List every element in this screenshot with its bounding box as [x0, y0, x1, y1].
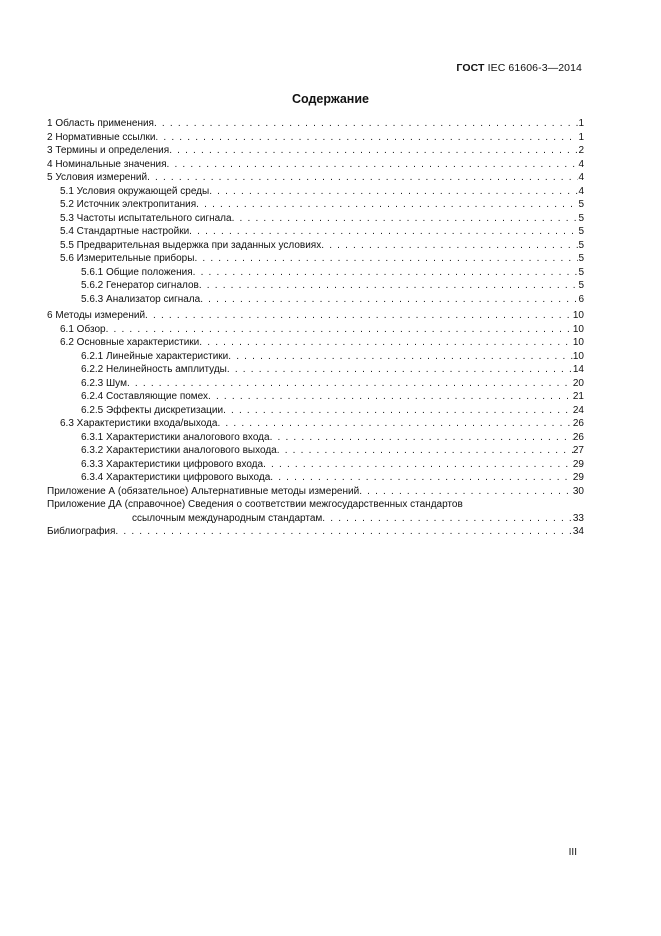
toc-entry[interactable] [47, 212, 584, 226]
dot-leader [200, 293, 578, 307]
toc-entry-title: Библиография [47, 526, 116, 537]
dot-leader [167, 158, 579, 172]
toc-entry-page: 5 [578, 266, 584, 278]
toc-entry-page: 4 [578, 158, 584, 170]
dot-leader [155, 131, 578, 145]
toc-entry[interactable] [47, 431, 584, 445]
toc-entry-title: Приложение А (обязательное) Альтернативные методы измерений [47, 485, 360, 497]
toc-entry-page: 1 [578, 131, 584, 143]
toc-entry-page: 5 [578, 212, 584, 224]
toc-entry[interactable] [47, 525, 584, 539]
toc-entry[interactable] [47, 485, 584, 499]
toc-entry-title: 6.2.2 Нелинейность амплитуды [81, 364, 227, 375]
toc-entry-title: 6.2.5 Эффекты дискретизации [81, 404, 224, 416]
dot-leader [277, 444, 573, 458]
toc-entry[interactable] [47, 444, 584, 458]
toc-entry-appendix-da-line1[interactable]: Приложение ДА (справочное) Сведения о соответствии межгосударственных стандартов [47, 499, 463, 510]
dot-leader [199, 279, 579, 293]
toc-entry-page: 26 [572, 418, 584, 429]
toc-entry-title: 5.1 Условия окружающей среды [60, 185, 210, 197]
toc-entry-title: 6.2.1 Линейные характеристики [81, 350, 229, 362]
toc-entry-page: 34 [572, 526, 584, 537]
toc-entry-title: 6.2 Основные характеристики [60, 337, 200, 348]
toc-entry-title: 5.3 Частоты испытательного сигнала [60, 212, 232, 224]
toc-entry-page: 2 [578, 145, 584, 156]
toc-entry-title: 1 Область применения [47, 118, 154, 129]
dot-leader [115, 525, 572, 539]
toc-entry[interactable] [47, 198, 584, 212]
toc-entry[interactable] [47, 377, 584, 391]
dot-leader [196, 198, 578, 212]
toc-entry-title: 5 Условия измерений [47, 172, 148, 183]
toc-entry-title: 6.3.2 Характеристики аналогового выхода [81, 445, 277, 456]
toc-entry[interactable] [47, 171, 584, 185]
toc-entry[interactable] [47, 158, 584, 172]
dot-leader [227, 363, 573, 377]
toc-entry[interactable] [47, 350, 584, 364]
toc-entry[interactable] [47, 144, 584, 158]
dot-leader [263, 458, 573, 472]
toc-entry[interactable] [47, 252, 584, 266]
toc-entry-title: 6.1 Обзор [60, 323, 106, 335]
page-number: III [568, 847, 577, 858]
toc-entry-page: 26 [572, 431, 584, 443]
page-title: Содержание [291, 92, 369, 106]
toc-entry-page: 5 [578, 226, 584, 237]
toc-entry-page: 4 [578, 185, 584, 197]
document-header [456, 62, 582, 74]
toc-entry-page: 6 [578, 293, 584, 305]
toc-entry-page: 4 [578, 172, 584, 183]
toc-entry-page: 10 [572, 337, 584, 348]
dot-leader [322, 512, 573, 526]
dot-leader [270, 471, 573, 485]
toc-entry-title: 5.6 Измерительные приборы [60, 253, 195, 264]
toc-entry-title: 5.6.2 Генератор сигналов [81, 280, 199, 291]
dot-leader [217, 417, 572, 431]
toc-entry[interactable] [47, 309, 584, 323]
toc-entry-title: 5.4 Стандартные настройки [60, 226, 190, 237]
toc-entry-title: 3 Термины и определения [47, 145, 170, 156]
toc-entry[interactable] [47, 336, 584, 350]
dot-leader [270, 431, 573, 445]
dot-leader [359, 485, 573, 499]
dot-leader [145, 309, 573, 323]
toc-entry[interactable] [47, 417, 584, 431]
toc-entry-page: 10 [572, 350, 584, 362]
toc-entry-page: 10 [572, 310, 584, 321]
toc-entry[interactable] [47, 225, 584, 239]
toc-entry-page: 30 [572, 485, 584, 497]
dot-leader [228, 350, 573, 364]
toc-entry[interactable] [47, 239, 584, 253]
toc-entry-page: 29 [572, 472, 584, 483]
toc-entry-title: 5.5 Предварительная выдержка при заданных условиях [60, 239, 322, 251]
dot-leader [223, 404, 573, 418]
toc-entry[interactable] [47, 131, 584, 145]
dot-leader [232, 212, 579, 226]
toc-entry-title: 6.2.3 Шум [81, 377, 127, 389]
toc-entry-title: 6.2.4 Составляющие помех [81, 391, 209, 402]
toc-entry-page: 5 [578, 280, 584, 291]
toc-entry-page: 27 [572, 445, 584, 456]
toc-entry-page: 33 [572, 512, 584, 524]
dot-leader [321, 239, 578, 253]
toc-entry-title: ссылочным международным стандартам [132, 512, 323, 524]
toc-entry-title: 5.6.3 Анализатор сигнала [81, 293, 201, 305]
dot-leader [208, 390, 573, 404]
toc-entry-page: 20 [572, 377, 584, 389]
dot-leader [154, 117, 578, 131]
dot-leader [209, 185, 578, 199]
toc-entry[interactable] [47, 471, 584, 485]
toc-entry-title: 5.2 Источник электропитания [60, 199, 197, 210]
toc-entry-page: 14 [572, 364, 584, 375]
dot-leader [194, 252, 578, 266]
toc-entry[interactable] [47, 323, 584, 337]
toc-entry[interactable] [47, 404, 584, 418]
toc-entry-title: 5.6.1 Общие положения [81, 266, 193, 278]
toc-entry[interactable] [47, 266, 584, 280]
dot-leader [193, 266, 579, 280]
toc-entry-title: 2 Нормативные ссылки [47, 131, 156, 143]
toc-entry-title: 6.3 Характеристики входа/выхода [60, 418, 218, 429]
toc-entry[interactable] [47, 185, 584, 199]
toc-entry-page: 10 [572, 323, 584, 335]
toc-entry-title: 4 Номинальные значения [47, 158, 167, 170]
toc-entry[interactable] [47, 458, 584, 472]
toc-entry-page: 29 [572, 458, 584, 470]
dot-leader [189, 225, 578, 239]
header-designation: IEC 61606-3—2014 [487, 62, 582, 74]
toc-entry-title: 6 Методы измерений [47, 310, 146, 321]
dot-leader [169, 144, 578, 158]
toc-entry[interactable] [47, 512, 584, 526]
dot-leader [199, 336, 573, 350]
header-gost: ГОСТ [456, 62, 485, 74]
toc-entry[interactable] [47, 390, 584, 404]
toc-entry-title: 6.3.1 Характеристики аналогового входа [81, 431, 270, 443]
table-of-contents [47, 117, 584, 539]
toc-entry-title: 6.3.4 Характеристики цифрового выхода [81, 472, 271, 483]
toc-entry-page: 24 [572, 404, 584, 416]
dot-leader [147, 171, 578, 185]
dot-leader [127, 377, 573, 391]
toc-entry[interactable] [47, 117, 584, 131]
toc-entry-page: 5 [578, 253, 584, 264]
toc-entry-page: 5 [578, 239, 584, 251]
toc-entry[interactable] [47, 363, 584, 377]
toc-entry-title: 6.3.3 Характеристики цифрового входа [81, 458, 264, 470]
toc-entry-page: 1 [578, 118, 584, 129]
toc-entry[interactable] [47, 293, 584, 307]
toc-entry-page: 21 [572, 391, 584, 402]
toc-entry[interactable] [47, 279, 584, 293]
toc-entry-page: 5 [578, 199, 584, 210]
dot-leader [106, 323, 573, 337]
